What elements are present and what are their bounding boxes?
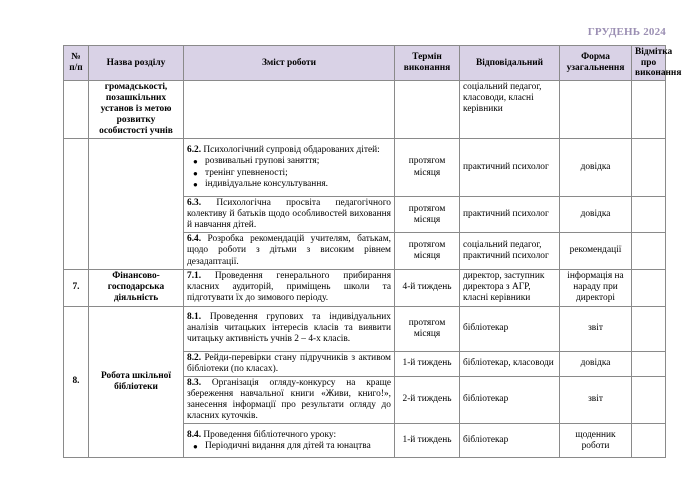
cell-responsible: директор, заступник директора з АГР, класні керівники [460, 269, 560, 306]
cell-mark [632, 233, 666, 269]
item-text: Організація огляду-конкурсу на краще збереження навчальної книги «Живи, книго!», занесення інформації про результати огляду до класних куточків. [187, 377, 392, 422]
cell-responsible: соціальний педагог, практичний психолог [460, 233, 560, 269]
cell-term: протягом місяця [395, 306, 460, 351]
bullet-item: ● Періодичні видання для дітей та юнацтва [193, 440, 371, 451]
cell-num [64, 80, 89, 138]
col-header-mark: Відмітка про виконання [632, 46, 666, 81]
cell-content [184, 197, 395, 233]
cell-form: довідка [560, 197, 632, 233]
cell-form: довідка [560, 351, 632, 376]
plan-table [63, 45, 682, 458]
item-text: Розробка рекомендацій учителям, батькам, щодо роботи з дітьми з високим рівнем дезадаптації. [187, 234, 391, 267]
table-row [64, 306, 666, 351]
cell-term: протягом місяця [395, 197, 460, 233]
cell-content [184, 139, 395, 197]
cell-form: звіт [560, 376, 632, 423]
item-number: 8.1. [187, 311, 202, 322]
cell-mark [632, 269, 666, 306]
col-header-section: Назва розділу [89, 46, 184, 81]
item-number: 7.1. [187, 270, 202, 281]
col-header-content: Зміст роботи [184, 46, 395, 81]
cell-content [184, 424, 395, 458]
item-text: Психологічний супровід обдарованих дітей: [203, 145, 380, 156]
cell-responsible: бібліотекар [460, 306, 560, 351]
cell-responsible: бібліотекар [460, 376, 560, 423]
cell-content [184, 376, 395, 423]
cell-content [184, 351, 395, 376]
col-header-term: Термін виконання [395, 46, 460, 81]
table-header-row [64, 46, 666, 81]
cell-section: громадськості, позашкільних установ із метою розвитку особистості учнів [89, 80, 184, 138]
cell-responsible: бібліотекар [460, 424, 560, 458]
cell-term: протягом місяця [395, 139, 460, 197]
item-number: 8.4. [187, 429, 202, 440]
col-header-form: Форма узагальнення [560, 46, 632, 81]
bullet-item: ● тренінг упевненості; [193, 167, 288, 178]
cell-content [184, 306, 395, 351]
item-number: 6.3. [187, 198, 202, 209]
cell-section: Фінансово-господарська діяльність [89, 269, 184, 306]
cell-content [184, 80, 395, 138]
item-number: 8.2. [187, 352, 202, 363]
cell-responsible: практичний психолог [460, 197, 560, 233]
bullet-item: ● індивідуальне консультування. [193, 178, 328, 189]
col-header-responsible: Відповідальний [460, 46, 560, 81]
item-text: Проведення генерального прибирання класних аудиторій, приміщень школи та підготувати їх до зимового періоду. [187, 270, 392, 304]
month-title: ГРУДЕНЬ 2024 [587, 26, 666, 38]
item-number: 6.4. [187, 234, 202, 245]
cell-responsible: практичний психолог [460, 139, 560, 197]
cell-section: Робота шкільної бібліотеки [89, 306, 184, 458]
item-number: 8.3. [187, 377, 202, 388]
cell-content [184, 233, 395, 269]
bullet-icon: ● [193, 179, 198, 189]
cell-num: 8. [64, 306, 89, 458]
item-text: Рейди-перевірки стану підручників з активом бібліотеки (по класах). [187, 352, 391, 374]
cell-num: 7. [64, 269, 89, 306]
table-row [64, 269, 666, 306]
cell-mark [632, 306, 666, 351]
cell-mark [632, 197, 666, 233]
cell-form: довідка [560, 139, 632, 197]
cell-term [395, 80, 460, 138]
cell-term: 1-й тиждень [395, 424, 460, 458]
cell-term: 2-й тиждень [395, 376, 460, 423]
table-row [64, 80, 666, 138]
cell-responsible: бібліотекар, класоводи [460, 351, 560, 376]
cell-term: 1-й тиждень [395, 351, 460, 376]
item-text: Проведення групових та індивідуальних аналізів читацьких інтересів класів та виявити читацьку активність учнів 2 – 4-х класів. [187, 311, 391, 345]
cell-form: щоденник роботи [560, 424, 632, 458]
cell-form [560, 80, 632, 138]
cell-mark [632, 80, 666, 138]
cell-form: інформація на нараду при директорі [560, 269, 632, 306]
cell-content [184, 269, 395, 306]
bullet-icon: ● [193, 168, 198, 178]
bullet-icon: ● [193, 441, 198, 451]
cell-num [64, 139, 89, 270]
cell-mark [632, 139, 666, 197]
cell-section [89, 139, 184, 270]
cell-form: звіт [560, 306, 632, 351]
item-text: Психологічна просвіта педагогічного колективу й батьків щодо особливостей виховання й навчання дітей. [187, 198, 391, 231]
cell-term: протягом місяця [395, 233, 460, 269]
cell-term: 4-й тиждень [395, 269, 460, 306]
cell-mark [632, 376, 666, 423]
cell-mark [632, 424, 666, 458]
cell-form: рекомендації [560, 233, 632, 269]
bullet-icon: ● [193, 157, 198, 167]
cell-mark [632, 351, 666, 376]
bullet-item: ● розвивальні групові заняття; [193, 156, 320, 167]
item-number: 6.2. [187, 145, 202, 156]
col-header-num: № п/п [64, 46, 89, 81]
cell-responsible: соціальний педагог, класоводи, класні керівники [460, 80, 560, 138]
item-text: Проведення бібліотечного уроку: [203, 429, 337, 440]
table-row [64, 139, 666, 197]
